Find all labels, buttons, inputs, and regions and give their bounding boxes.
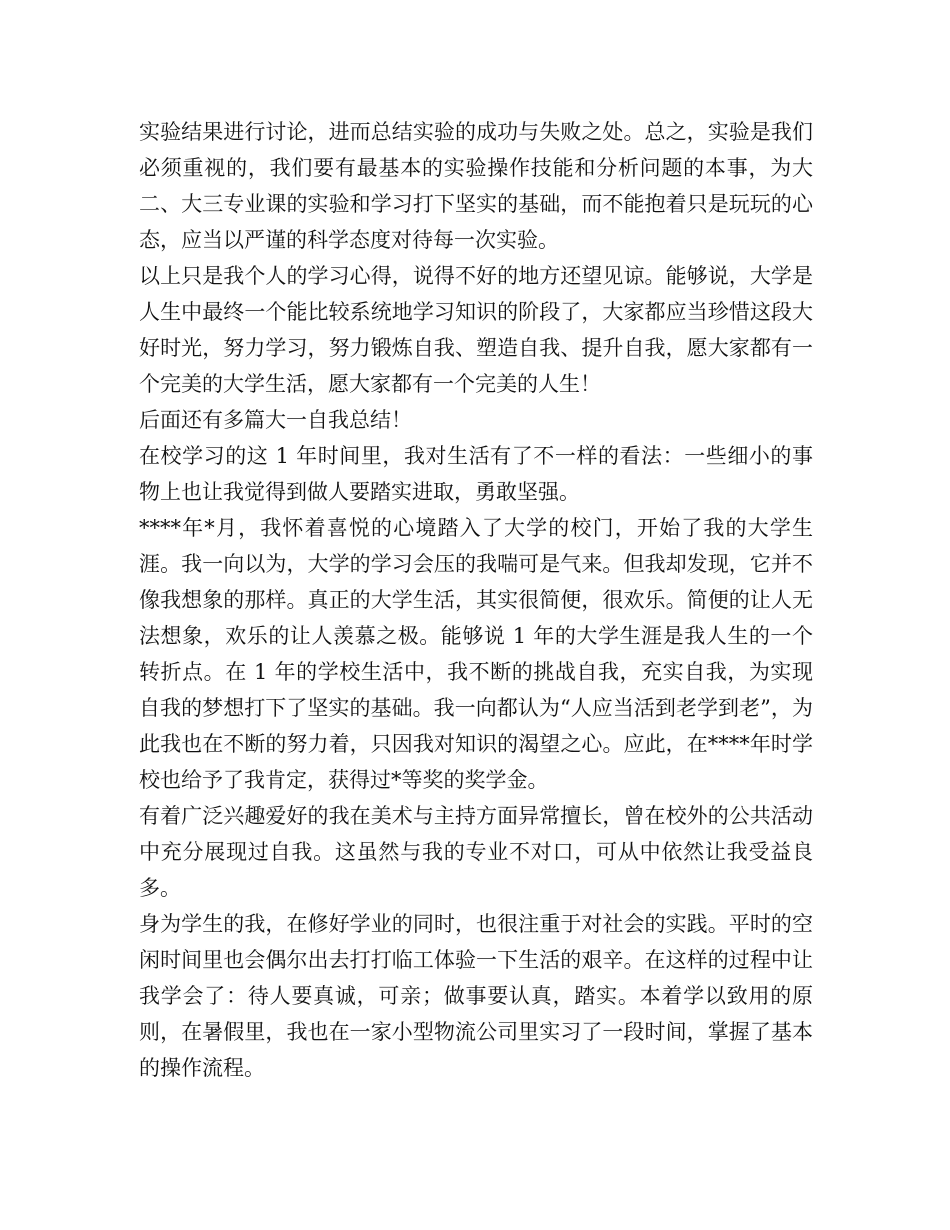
paragraph-lab-summary: 实验结果进行讨论，进而总结实验的成功与失败之处。总之，实验是我们必须重视的，我们要有最基本的实验操作技能和分析问题的本事，为大二、大三专业课的实验和学习打下坚实的基础，而不能抱着只是玩玩的心态，应当以严谨的科学态度对待每一次实验。 [139, 120, 813, 252]
paragraph-more-summaries-note: 后面还有多篇大一自我总结！ [139, 408, 412, 432]
paragraph-social-practice: 身为学生的我，在修好学业的同时，也很注重于对社会的实践。平时的空闲时间里也会偶尔出去打打临工体验一下生活的艰辛。在这样的过程中让我学会了：待人要真诚，可亲；做事要认真，踏实。本着学以致用的原则，在暑假里，我也在一家小型物流公司里实习了一段时间，掌握了基本的操作流程。 [139, 912, 813, 1080]
paragraph-one-year-intro: 在校学习的这 1 年时间里，我对生活有了不一样的看法：一些细小的事物上也让我觉得到做人要踏实进取，勇敢坚强。 [139, 444, 813, 504]
paragraph-university-life: ****年*月，我怀着喜悦的心境踏入了大学的校门，开始了我的大学生涯。我一向以为，大学的学习会压的我喘可是气来。但我却发现，它并不像我想象的那样。真正的大学生活，其实很简便，很欢乐。简便的让人无法想象，欢乐的让人羡慕之极。能够说 1 年的大学生涯是我人生的一个转折点。在 1 年的学校生活中，我不断的挑战自我，充实自我，为实现自我的梦想打下了坚实的基础。我一向都认为“人应当活到老学到老”，为此我也在不断的努力着，只因我对知识的渴望之心。应此，在****年时学校也给予了我肯定，获得过*等奖的奖学金。 [139, 516, 813, 792]
document-body [139, 114, 813, 1086]
paragraph-study-reflection: 以上只是我个人的学习心得，说得不好的地方还望见谅。能够说，大学是人生中最终一个能比较系统地学习知识的阶段了，大家都应当珍惜这段大好时光，努力学习，努力锻炼自我、塑造自我、提升自我，愿大家都有一个完美的大学生活，愿大家都有一个完美的人生！ [139, 264, 813, 396]
paragraph-hobbies: 有着广泛兴趣爱好的我在美术与主持方面异常擅长，曾在校外的公共活动中充分展现过自我。这虽然与我的专业不对口，可从中依然让我受益良多。 [139, 804, 813, 900]
